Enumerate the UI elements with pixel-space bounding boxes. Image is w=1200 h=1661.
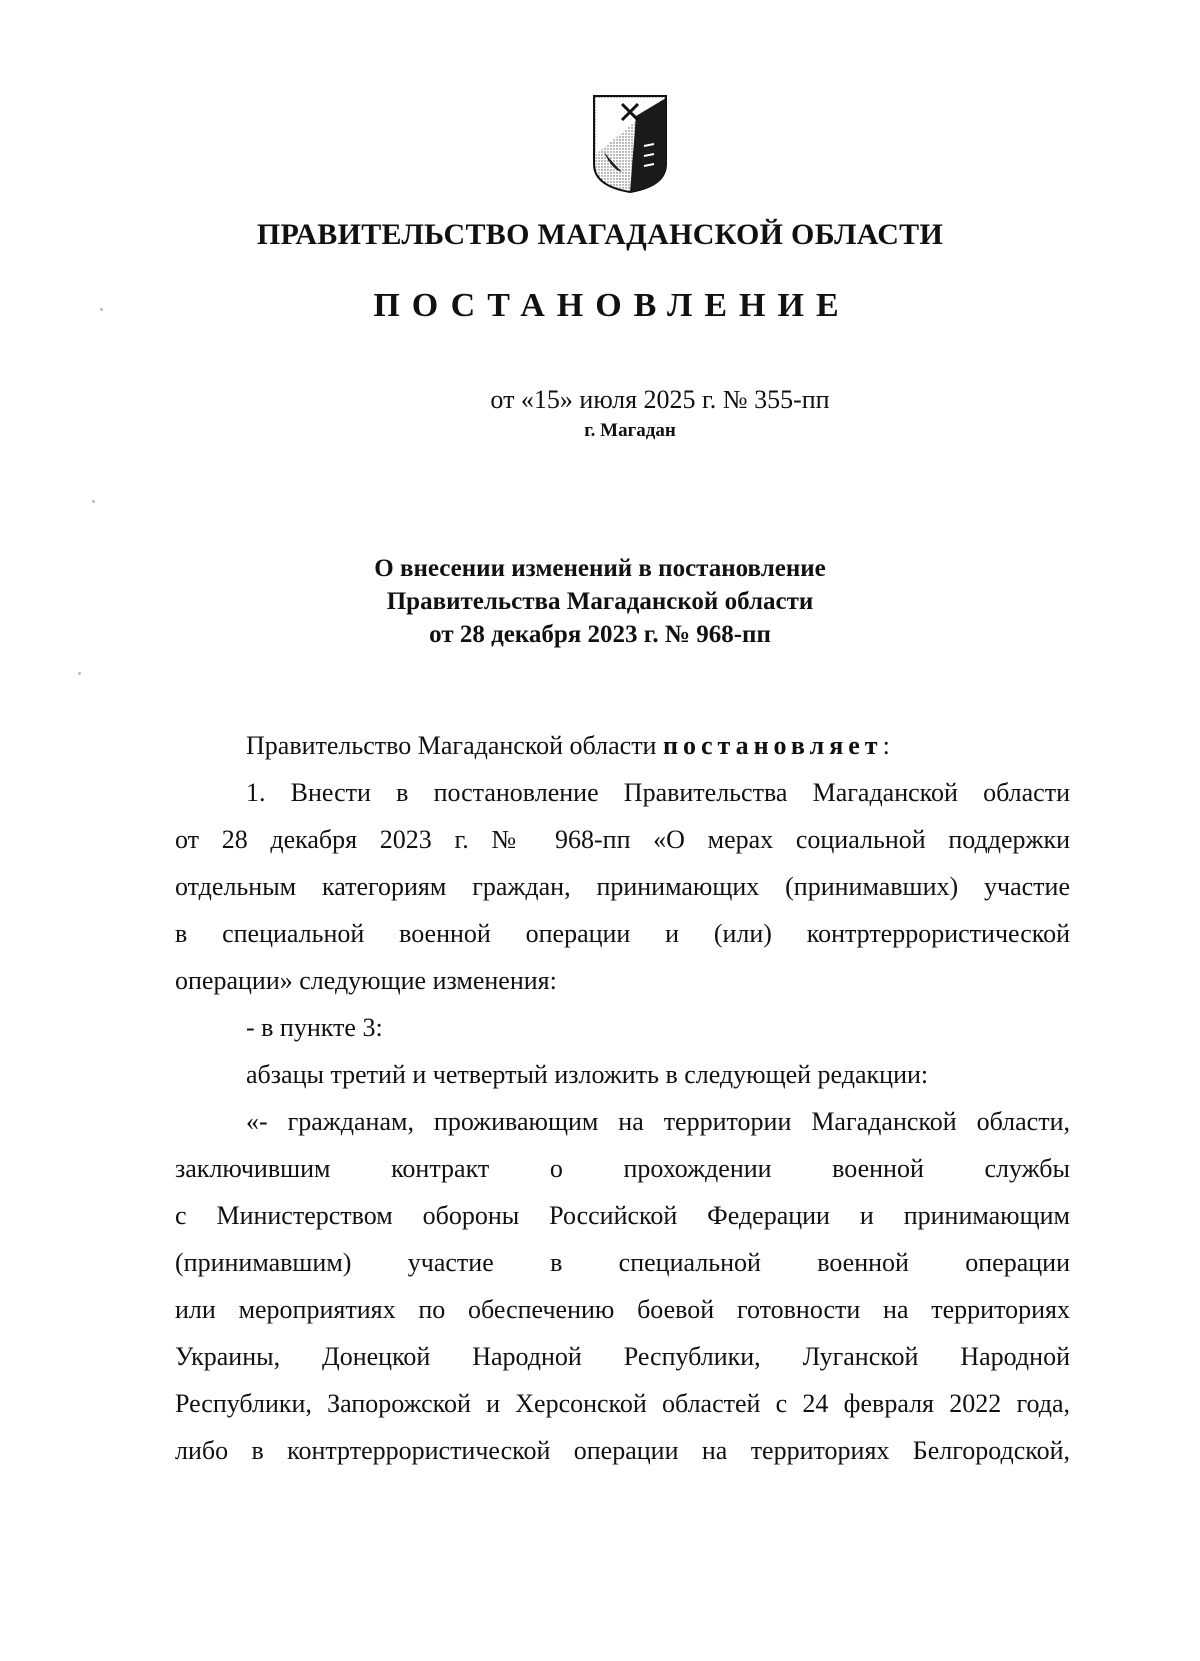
body-line: операции» следующие изменения: — [175, 966, 557, 995]
body-line: Украины, Донецкой Народной Республики, Луганской Народной — [175, 1342, 1070, 1371]
body-line: «- гражданам, проживающим на территории Магаданской области, — [246, 1107, 1070, 1136]
body-line: с Министерством обороны Российской Федерации и принимающим — [175, 1201, 1070, 1230]
intro-end: : — [882, 731, 890, 760]
document-body — [175, 722, 1070, 1474]
organization-name: ПРАВИТЕЛЬСТВО МАГАДАНСКОЙ ОБЛАСТИ — [256, 218, 944, 251]
body-line: Республики, Запорожской и Херсонской областей с 24 февраля 2022 года, — [175, 1389, 1070, 1418]
body-line: 1. Внести в постановление Правительства Магаданской области — [246, 778, 1070, 807]
magadan-coat-of-arms-icon — [592, 94, 668, 194]
intro-paragraph — [175, 722, 1070, 769]
document-city: г. Магадан — [584, 420, 676, 441]
body-line: абзацы третий и четвертый изложить в следующей редакции: — [246, 1060, 929, 1089]
body-line: или мероприятиях по обеспечению боевой готовности на территориях — [175, 1295, 1070, 1324]
body-line: в специальной военной операции и (или) контртеррористической — [175, 919, 1070, 948]
body-line: от 28 декабря 2023 г. № 968-пп «О мерах социальной поддержки — [175, 825, 1070, 854]
scan-speck — [100, 308, 103, 311]
scan-speck — [78, 672, 81, 675]
body-line: (принимавшим) участие в специальной военной операции — [175, 1248, 1070, 1277]
subject-line: Правительства Магаданской области — [386, 588, 814, 615]
body-line: отдельным категориям граждан, принимающих (принимавших) участие — [175, 872, 1070, 901]
subject-line: О внесении изменений в постановление — [374, 555, 826, 582]
scan-speck — [92, 500, 95, 503]
body-line: - в пункте 3: — [246, 1013, 383, 1042]
document-subject — [0, 552, 1200, 651]
decree-word: постановляет — [662, 731, 883, 760]
document-type: ПОСТАНОВЛЕНИЕ — [373, 287, 851, 324]
body-line: заключившим контракт о прохождении военной службы — [175, 1154, 1070, 1183]
body-line: либо в контртеррористической операции на территориях Белгородской, — [175, 1436, 1070, 1465]
intro-text: Правительство Магаданской области — [246, 731, 663, 760]
subject-line: от 28 декабря 2023 г. № 968-пп — [429, 621, 771, 648]
document-date-number: от «15» июля 2025 г. № 355-пп — [490, 385, 830, 414]
